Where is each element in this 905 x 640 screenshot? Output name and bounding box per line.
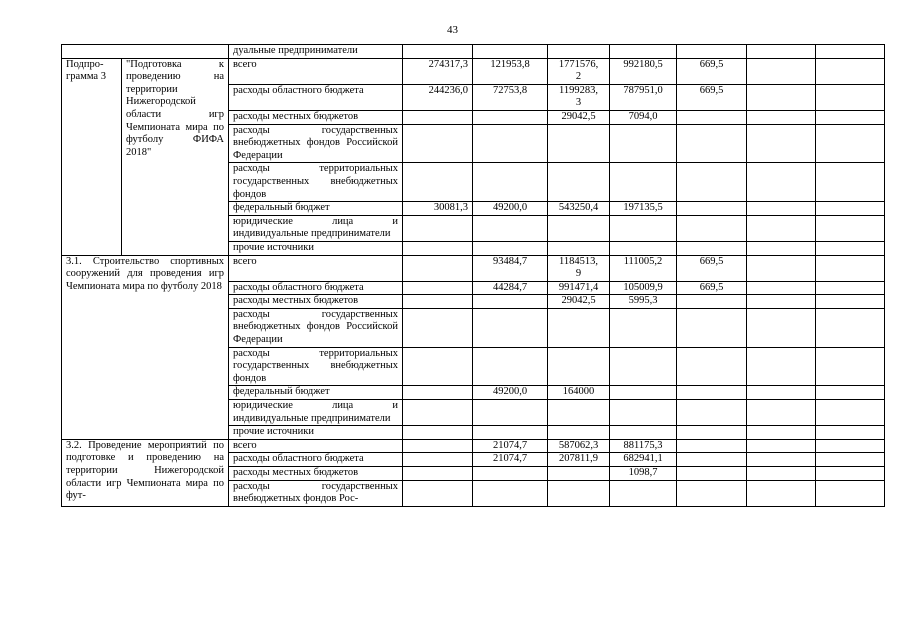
value-cell: 29042,5 [548, 295, 610, 309]
row-label: прочие источники [229, 426, 403, 440]
value-cell [473, 347, 548, 386]
value-cell [677, 295, 747, 309]
section-title: 3.2. Проведение мероприятий по подготовке и проведению на территории Нижегородской области игр Чемпионата мира по фут- [62, 439, 229, 506]
value-cell [677, 400, 747, 426]
value-cell: 1199283, 3 [548, 84, 610, 110]
value-cell: 21074,7 [473, 439, 548, 453]
value-cell [548, 241, 610, 255]
value-cell: 543250,4 [548, 202, 610, 216]
row-label: федеральный бюджет [229, 202, 403, 216]
value-cell [816, 202, 885, 216]
value-cell [610, 386, 677, 400]
value-cell [677, 426, 747, 440]
value-cell [403, 426, 473, 440]
value-cell [747, 215, 816, 241]
value-cell [816, 400, 885, 426]
value-cell: 7094,0 [610, 110, 677, 124]
value-cell [403, 439, 473, 453]
value-cell [548, 124, 610, 163]
value-cell: 244236,0 [403, 84, 473, 110]
row-label: всего [229, 58, 403, 84]
value-cell [473, 124, 548, 163]
value-cell: 669,5 [677, 281, 747, 295]
value-cell [403, 295, 473, 309]
value-cell [548, 347, 610, 386]
value-cell [548, 426, 610, 440]
value-cell [548, 467, 610, 481]
value-cell [677, 467, 747, 481]
value-cell [747, 124, 816, 163]
value-cell: 197135,5 [610, 202, 677, 216]
value-cell [403, 45, 473, 59]
value-cell [473, 163, 548, 202]
value-cell [677, 110, 747, 124]
value-cell [403, 215, 473, 241]
value-cell [816, 45, 885, 59]
value-cell [747, 453, 816, 467]
value-cell: 669,5 [677, 58, 747, 84]
value-cell [473, 400, 548, 426]
row-label: расходы местных бюджетов [229, 467, 403, 481]
value-cell [747, 439, 816, 453]
value-cell [747, 347, 816, 386]
value-cell [610, 308, 677, 347]
row-label: расходы государственных внебюджетных фондов Российской Федерации [229, 308, 403, 347]
value-cell: 669,5 [677, 255, 747, 281]
value-cell [677, 215, 747, 241]
row-label: всего [229, 439, 403, 453]
value-cell [747, 84, 816, 110]
value-cell [548, 480, 610, 506]
value-cell: 992180,5 [610, 58, 677, 84]
row-label: расходы областного бюджета [229, 453, 403, 467]
value-cell [747, 400, 816, 426]
row-label: расходы областного бюджета [229, 281, 403, 295]
value-cell [677, 241, 747, 255]
row-label: расходы территориальных государственных внебюджетных фондов [229, 347, 403, 386]
row-label: дуальные предприниматели [229, 45, 403, 59]
value-cell [403, 255, 473, 281]
value-cell [816, 110, 885, 124]
value-cell [610, 480, 677, 506]
value-cell [816, 84, 885, 110]
table-row [62, 58, 885, 84]
value-cell [548, 45, 610, 59]
row-label: расходы государственных внебюджетных фондов Рос- [229, 480, 403, 506]
value-cell [677, 480, 747, 506]
value-cell [403, 467, 473, 481]
section-title: 3.1. Строительство спортивных сооружений для проведения игр Чемпионата мира по футболу 2018 [62, 255, 229, 439]
value-cell: 881175,3 [610, 439, 677, 453]
value-cell: 121953,8 [473, 58, 548, 84]
value-cell [816, 241, 885, 255]
value-cell [747, 45, 816, 59]
value-cell: 30081,3 [403, 202, 473, 216]
value-cell: 49200,0 [473, 386, 548, 400]
value-cell: 991471,4 [548, 281, 610, 295]
value-cell [747, 281, 816, 295]
value-cell [403, 163, 473, 202]
value-cell: 5995,3 [610, 295, 677, 309]
value-cell [610, 124, 677, 163]
row-label: расходы местных бюджетов [229, 110, 403, 124]
row-label: юридические лица и индивидуальные предприниматели [229, 400, 403, 426]
value-cell [677, 439, 747, 453]
value-cell [610, 426, 677, 440]
value-cell [403, 281, 473, 295]
value-cell [677, 453, 747, 467]
table-row [62, 45, 885, 59]
value-cell [816, 215, 885, 241]
value-cell [548, 163, 610, 202]
value-cell [677, 386, 747, 400]
value-cell: 44284,7 [473, 281, 548, 295]
value-cell [677, 163, 747, 202]
value-cell [403, 480, 473, 506]
value-cell: 72753,8 [473, 84, 548, 110]
section-code: Подпро- грамма 3 [62, 58, 122, 255]
value-cell [610, 347, 677, 386]
value-cell: 1771576, 2 [548, 58, 610, 84]
value-cell: 587062,3 [548, 439, 610, 453]
table-row [62, 255, 885, 281]
value-cell [747, 386, 816, 400]
value-cell [747, 480, 816, 506]
value-cell [816, 163, 885, 202]
value-cell [403, 347, 473, 386]
value-cell [473, 295, 548, 309]
value-cell [548, 308, 610, 347]
value-cell [677, 308, 747, 347]
value-cell [403, 241, 473, 255]
value-cell [747, 202, 816, 216]
value-cell [403, 400, 473, 426]
row-label: расходы территориальных государственных внебюджетных фондов [229, 163, 403, 202]
value-cell: 1098,7 [610, 467, 677, 481]
value-cell [747, 110, 816, 124]
value-cell: 49200,0 [473, 202, 548, 216]
row-label: прочие источники [229, 241, 403, 255]
value-cell [403, 453, 473, 467]
value-cell [610, 163, 677, 202]
value-cell [473, 110, 548, 124]
value-cell: 111005,2 [610, 255, 677, 281]
value-cell [816, 347, 885, 386]
value-cell [747, 308, 816, 347]
value-cell [473, 480, 548, 506]
value-cell [403, 110, 473, 124]
section-title: "Подготовка к проведению на территории Нижегородской области игр Чемпионата мира по футболу ФИФА 2018" [122, 58, 229, 255]
value-cell [548, 215, 610, 241]
page-number: 43 [447, 24, 458, 36]
value-cell: 164000 [548, 386, 610, 400]
value-cell [747, 58, 816, 84]
value-cell [677, 45, 747, 59]
value-cell [747, 241, 816, 255]
value-cell [816, 439, 885, 453]
value-cell [816, 255, 885, 281]
value-cell [610, 215, 677, 241]
value-cell [816, 295, 885, 309]
value-cell [548, 400, 610, 426]
value-cell [747, 295, 816, 309]
value-cell [816, 386, 885, 400]
budget-table [61, 44, 885, 507]
value-cell: 274317,3 [403, 58, 473, 84]
value-cell [816, 426, 885, 440]
value-cell: 787951,0 [610, 84, 677, 110]
row-label: юридические лица и индивидуальные предприниматели [229, 215, 403, 241]
value-cell [816, 58, 885, 84]
row-label: расходы областного бюджета [229, 84, 403, 110]
value-cell: 1184513, 9 [548, 255, 610, 281]
value-cell [747, 163, 816, 202]
value-cell: 21074,7 [473, 453, 548, 467]
value-cell [473, 467, 548, 481]
row-label: федеральный бюджет [229, 386, 403, 400]
value-cell [816, 467, 885, 481]
value-cell [747, 255, 816, 281]
value-cell [816, 453, 885, 467]
value-cell: 207811,9 [548, 453, 610, 467]
value-cell [473, 426, 548, 440]
blank-cell [62, 45, 229, 59]
value-cell: 29042,5 [548, 110, 610, 124]
value-cell [473, 308, 548, 347]
value-cell [816, 480, 885, 506]
value-cell [610, 45, 677, 59]
value-cell [610, 241, 677, 255]
value-cell [747, 467, 816, 481]
value-cell [677, 124, 747, 163]
value-cell [610, 400, 677, 426]
value-cell [473, 241, 548, 255]
row-label: расходы государственных внебюджетных фондов Российской Федерации [229, 124, 403, 163]
value-cell [403, 308, 473, 347]
value-cell: 669,5 [677, 84, 747, 110]
value-cell [403, 124, 473, 163]
row-label: расходы местных бюджетов [229, 295, 403, 309]
value-cell [473, 215, 548, 241]
row-label: всего [229, 255, 403, 281]
value-cell [403, 386, 473, 400]
value-cell [677, 347, 747, 386]
value-cell: 105009,9 [610, 281, 677, 295]
value-cell [677, 202, 747, 216]
value-cell [816, 281, 885, 295]
table-row [62, 439, 885, 453]
value-cell [473, 45, 548, 59]
value-cell [816, 124, 885, 163]
value-cell [816, 308, 885, 347]
value-cell: 682941,1 [610, 453, 677, 467]
value-cell: 93484,7 [473, 255, 548, 281]
value-cell [747, 426, 816, 440]
